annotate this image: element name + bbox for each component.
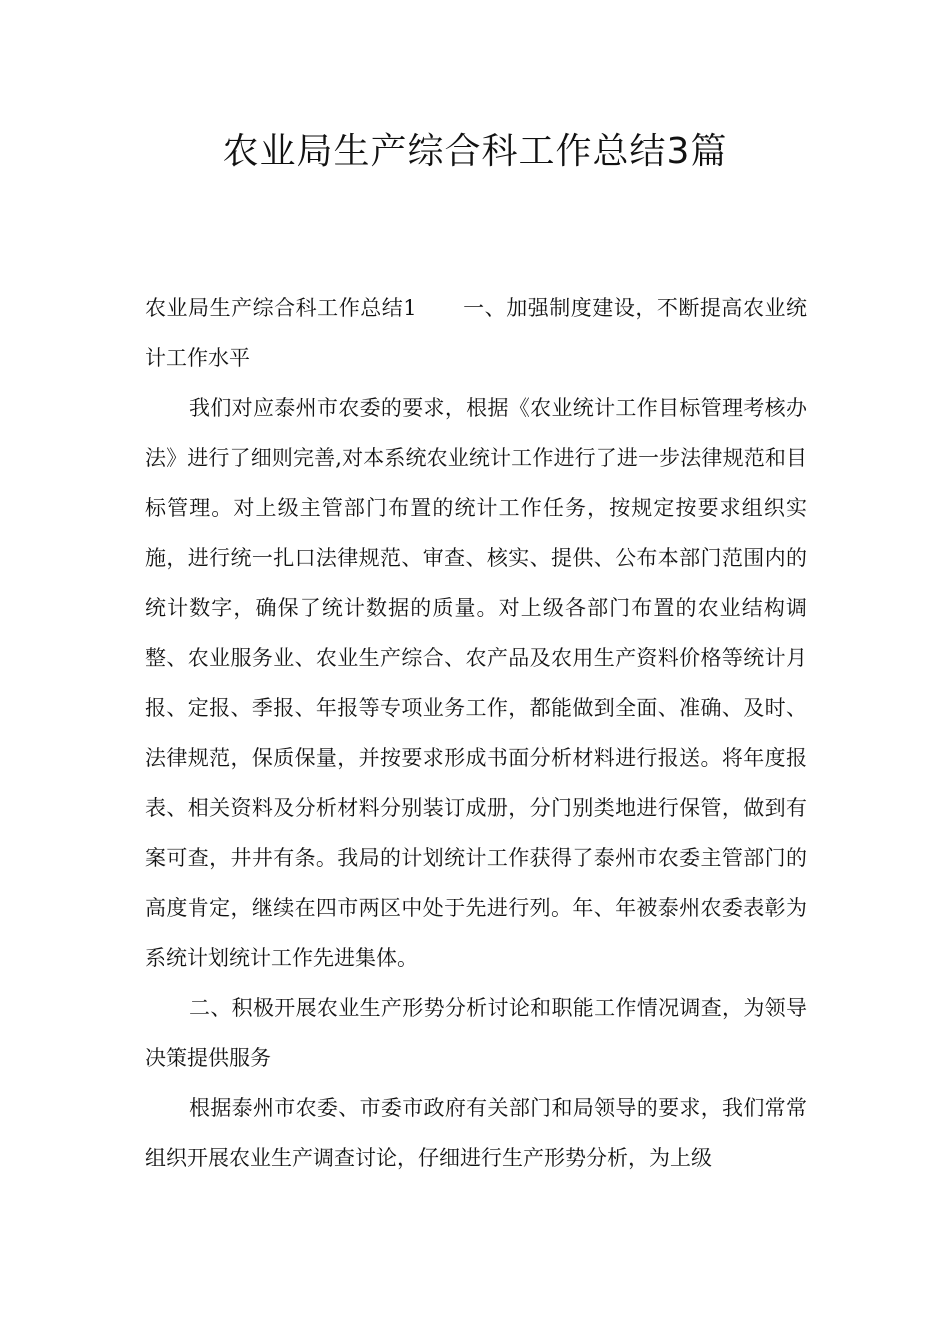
heading-2: 二、积极开展农业生产形势分析讨论和职能工作情况调查，为领导决策提供服务: [145, 996, 807, 1070]
paragraph-2: 根据泰州市农委、市委市政府有关部门和局领导的要求，我们常常组织开展农业生产调查讨论，仔细进行生产形势分析，为上级: [145, 1096, 807, 1170]
paragraph-1: 我们对应泰州市农委的要求，根据《农业统计工作目标管理考核办法》进行了细则完善,对本系统农业统计工作进行了进一步法律规范和目标管理。对上级主管部门布置的统计工作任务，按规定按要求组织实施，进行统一扎口法律规范、审查、核实、提供、公布本部门范围内的统计数字，确保了统计数据的质量。对上级各部门布置的农业结构调整、农业服务业、农业生产综合、农产品及农用生产资料价格等统计月报、定报、季报、年报等专项业务工作，都能做到全面、准确、及时、法律规范，保质保量，并按要求形成书面分析材料进行报送。将年度报表、相关资料及分析材料分别装订成册，分门别类地进行保管，做到有案可查，井井有条。我局的计划统计工作获得了泰州市农委主管部门的高度肯定，继续在四市两区中处于先进行列。年、年被泰州农委表彰为系统计划统计工作先进集体。: [145, 396, 807, 970]
document-body: [145, 283, 807, 1183]
section-label: 农业局生产综合科工作总结1: [145, 296, 417, 320]
section-heading-row: [145, 283, 807, 383]
document-title: 农业局生产综合科工作总结3篇: [222, 131, 728, 172]
heading-1: 一、加强制度建设，不断提高农业统计工作水平: [145, 296, 807, 370]
